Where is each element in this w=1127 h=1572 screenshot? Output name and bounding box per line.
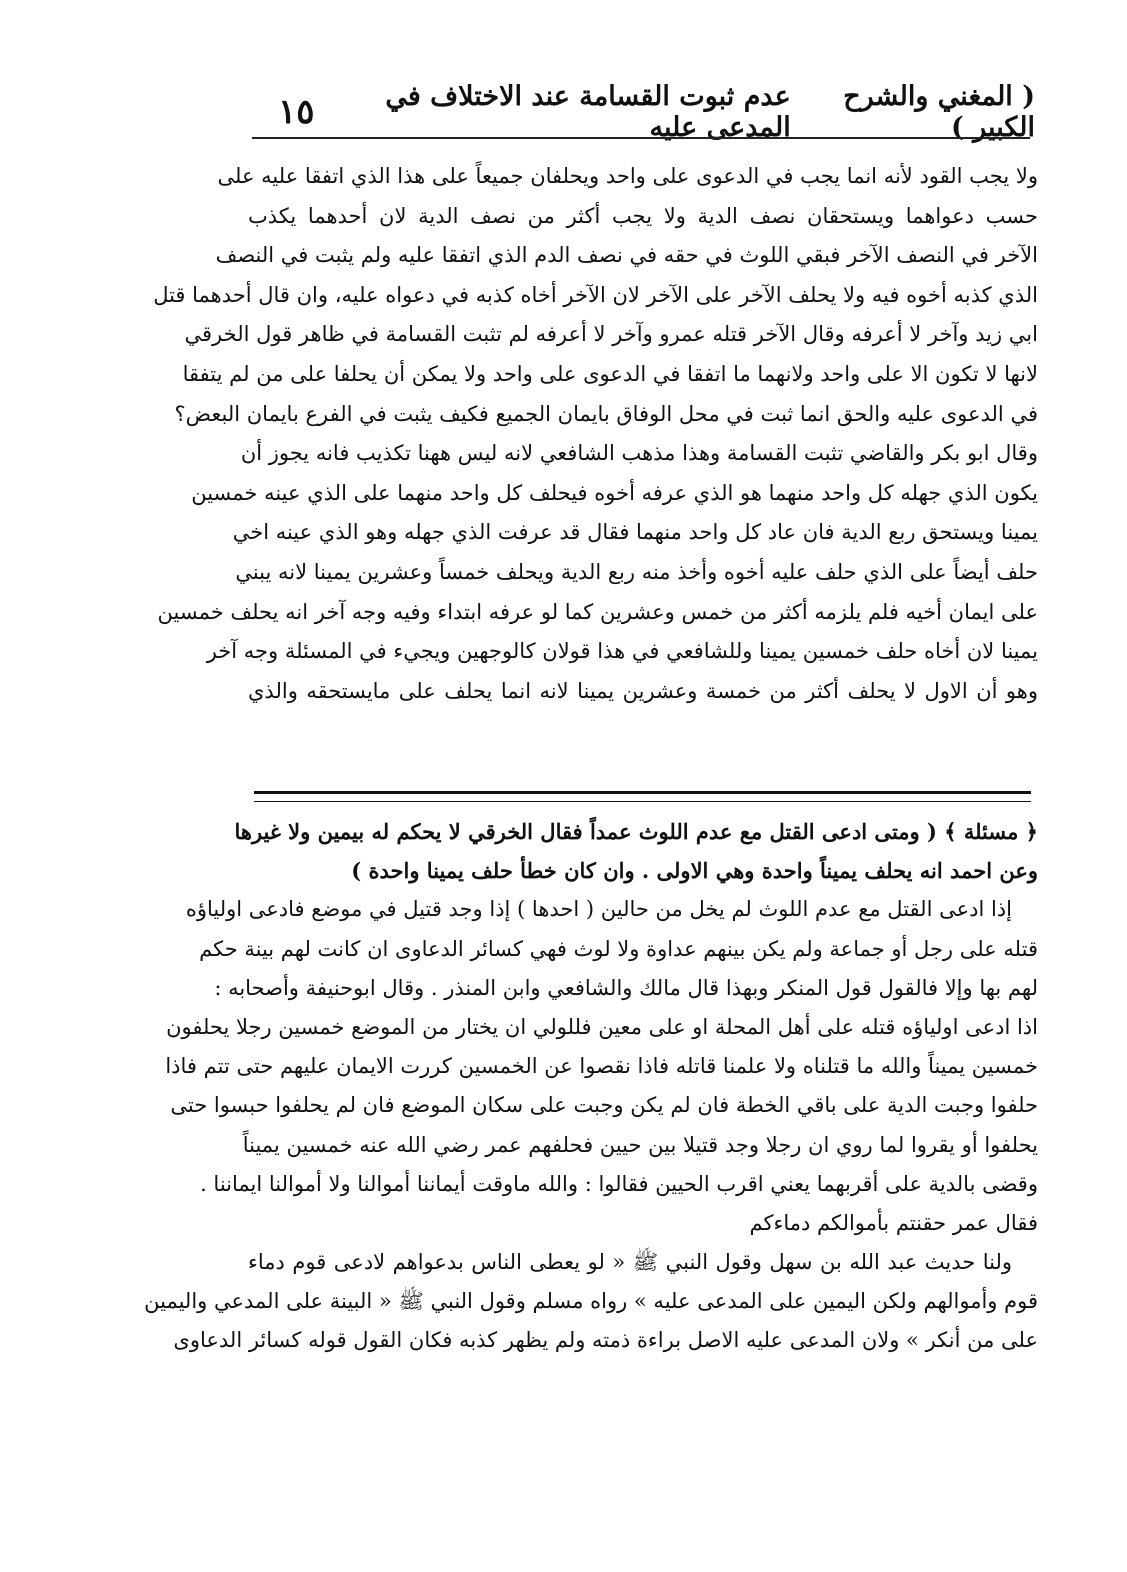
text-line: خمسين يميناً والله ما قتلناه ولا علمنا قاتله فاذا نقصوا عن الخمسين كررت الايمان عليهم حتى تتم فاذا (165, 1054, 1038, 1079)
text-line: وهو أن الاول لا يحلف أكثر من خمسة وعشرين يمينا لانه انما يحلف على مايستحقه والذي (248, 678, 1038, 703)
text-line: ابي زيد وآخر لا أعرفه وقال الآخر قتله عمرو وآخر لا أعرفه لم تثبت القسامة في ظاهر قول الخرقي (184, 322, 1038, 347)
text-line: لهم بها وإلا فالقول قول المنكر وبهذا قال مالك والشافعي وابن المنذر . وقال ابوحنيفة وأصحابه : (214, 975, 1038, 1000)
text-line: ولا يجب القود لأنه انما يجب في الدعوى على واحد ويحلفان جميعاً على هذا الذي اتفقا عليه على (217, 164, 1038, 188)
running-title: ( المغني والشرح الكبير ) (843, 81, 1035, 143)
text-line: يكون الذي جهله كل واحد منهما هو الذي عرفه أخوه فيحلف كل واحد منهما على الذي عينه خمسين (191, 480, 1038, 505)
text-line: إذا ادعى القتل مع عدم اللوث لم يخل من حالين ( احدها ) إذا وجد قتيل في موضع فادعى اولياؤه (185, 897, 1012, 922)
text-line: يمينا لان أخاه حلف خمسين يمينا وللشافعي في هذا قولان كالوجهين ويجيء في المسئلة وجه آخر (206, 639, 1038, 664)
text-line: وقضى بالدية على أقربهما يعني اقرب الحيين فقالوا : والله ماوقت أيماننا أموالنا ولا أموالنا ايماننا . (200, 1171, 1038, 1196)
section-divider (254, 791, 1031, 802)
text-line: الذي كذبه أخوه فيه ولا يحلف الآخر على الآخر لان الآخر أخاه كذبه في دعواه عليه، وان قال أحدهما قتل (153, 282, 1038, 307)
commentary-upper (153, 157, 1038, 711)
text-line: حلفوا وجبت الدية على باقي الخطة فان لم يكن وجبت على سكان الموضع فان لم يحلفوا حبسوا حتى (170, 1093, 1038, 1118)
masala-line: وعن احمد انه يحلف يميناً واحدة وهي الاولى . وان كان خطأ حلف يمينا واحدة ) (351, 858, 1038, 884)
header-rule (252, 137, 1030, 139)
text-line: ولنا حديث عبد الله بن سهل وقول النبي ﷺ « لو يعطى الناس بدعواهم لادعى قوم دماء (248, 1250, 1012, 1275)
text-line: على من أنكر » ولان المدعى عليه الاصل براءة ذمته ولم يظهر كذبه فكان القول قوله كسائر الدعاوى (173, 1328, 1038, 1353)
text-line: قوم وأموالهم ولكن اليمين على المدعى عليه » رواه مسلم وقول النبي ﷺ « البينة على المدعي واليمين (144, 1289, 1038, 1314)
text-line: لانها لا تكون الا على واحد ولانهما ما اتفقا في الدعوى على واحد ولا يمكن أن يحلفا على من لم يتفقا (182, 361, 1038, 386)
text-line: اذا ادعى اولياؤه قتله على أهل المحلة او على معين فللولي ان يختار من الموضع خمسين رجلا يحلفون (166, 1014, 1038, 1039)
text-line: حسب دعواهما ويستحقان نصف الدية ولا يجب أكثر من نصف الدية لان أحدهما يكذب (248, 203, 1038, 228)
text-line: يحلفوا أو يقروا لما روي ان رجلا وجد قتيلا بين حيين فحلفهم عمر رضي الله عنه خمسين يميناً (242, 1132, 1038, 1157)
text-line: على ايمان أخيه فلم يلزمه أكثر من خمس وعشرين كما لو عرفه ابتداء وفيه وجه آخر انه يحلف خمسين (157, 599, 1038, 624)
page-header (270, 81, 1035, 143)
section-title: عدم ثبوت القسامة عند الاختلاف في المدعى عليه (385, 81, 791, 143)
text-line: يمينا ويستحق ربع الدية فان عاد كل واحد منهما فقال قد عرفت الذي جهله وهو الذي عينه اخي (232, 520, 1038, 545)
commentary-lower (144, 812, 1038, 1361)
text-line: فقال عمر حقنتم بأموالكم دماءكم (749, 1210, 1038, 1235)
text-line: حلف أيضاً على الذي حلف عليه أخوه وأخذ منه ربع الدية ويحلف خمساً وعشرين يمينا لانه يبني (235, 559, 1038, 584)
text-line: في الدعوى عليه والحق انما ثبت في محل الوفاق بايمان الجميع فكيف يثبت في الفرع بايمان البعض؟ (174, 401, 1038, 426)
text-line: قتله على رجل أو جماعة ولم يكن بينهم عداوة ولا لوث فهي كسائر الدعاوى ان كانت لهم بينة حكم (199, 936, 1038, 961)
masala-line: ﴿ مسئلة ﴾ ( ومتى ادعى القتل مع عدم اللوث عمداً فقال الخرقي لا يحكم له بيمين ولا غيرها (234, 819, 1038, 844)
text-line: الآخر في النصف الآخر فبقي اللوث في حقه في نصف الدم الذي اتفقا عليه ولم يثبت في النصف (215, 243, 1038, 268)
text-line: وقال ابو بكر والقاضي تثبت القسامة وهذا مذهب الشافعي لانه ليس ههنا تكذيب فانه يجوز أن (240, 441, 1038, 466)
page-number: ١٥ (278, 92, 315, 132)
